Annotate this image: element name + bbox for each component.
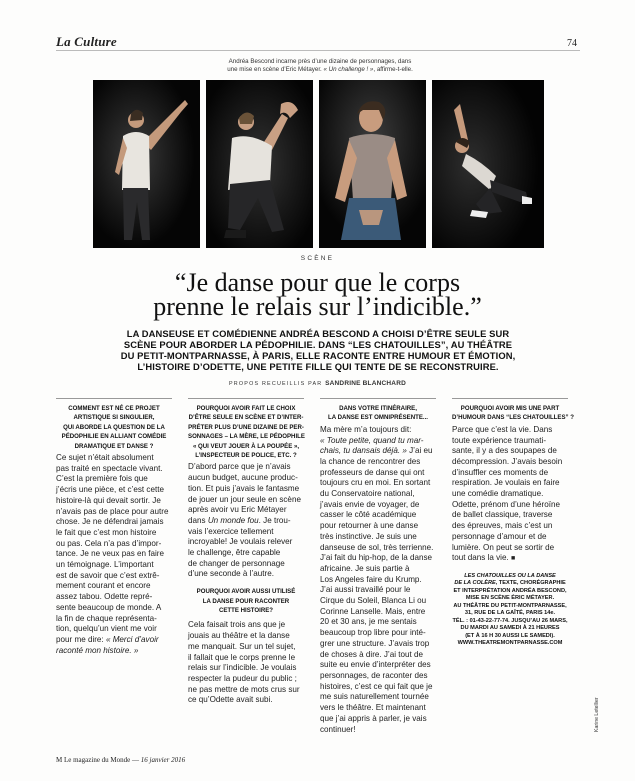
- footer: M Le magazine du Monde — 16 janvier 2016: [56, 756, 186, 764]
- section-label: SCÈNE: [300, 255, 335, 262]
- caption-line-1: Andréa Bescond incarne près d’une dizaine de personnages, dans: [228, 58, 412, 65]
- photo-caption: [160, 58, 480, 74]
- end-mark-icon: ■: [510, 555, 516, 563]
- section-logo: La Culture: [56, 34, 117, 49]
- column-2: [188, 398, 304, 706]
- interview-question: POURQUOI AVOIR MIS UNE PART D’HUMOUR DANS “LES CHATOUILLES” ?: [452, 405, 574, 422]
- interview-answer: Cela faisait trois ans que je jouais au théâtre et la danse me manquait. Sur un tel sujet, il fallait que le corps prenne le relais sur l’indicible. Je voulais respecter la pudeur du public ; ne pas mettre de mots crus sur ce qu’Odette avait subi.: [188, 620, 300, 705]
- interview-question: DANS VOTRE ITINÉRAIRE, LA DANSE EST OMNIPRÉSENTE...: [328, 405, 428, 422]
- interview-answer: Ce sujet n’était absolument pas traité en spectacle vivant. C’est la première fois que j’écris une pièce, et c’est cette histoire-là qui devait sortir. Je n’avais pas de place pour autre chose. Je ne défendrai jamais le fait que c’est mon histoire ou pas. Cela n’a pas d’impor- tance. Je ne veux pas en faire un témoignage. L’important est de savoir que c’est extrê- mement courant et encore assez tabou. Odette repré- sente beaucoup de monde. A la fin de chaque représenta- tion, quelqu’un vient me voir pour me dire: « Merci d’avoir raconté mon histoire. »: [56, 453, 169, 655]
- photo-dancer-bending: [206, 80, 313, 248]
- interview-question: COMMENT EST NÉ CE PROJET ARTISTIQUE SI SINGULIER, QUI ABORDE LA QUESTION DE LA PÉDOPHILIE EN ALLIANT COMÉDIE DRAMATIQUE ET DANSE ?: [61, 405, 167, 450]
- headline-line-1: “Je danse pour que le corps: [174, 268, 461, 297]
- column-3: [320, 398, 436, 735]
- headline: [90, 268, 545, 321]
- interview-question: POURQUOI AVOIR FAIT LE CHOIX D’ÊTRE SEULE EN SCÈNE ET D’INTER- PRÉTER PLUS D’UNE DIZAINE DE PER- SONNAGES – LA MÈRE, LE PÉDOPHILE « QUI VEUT JOUER À LA POUPÉE », L’INSPECTEUR DE POLICE, ETC. ?: [188, 405, 305, 460]
- standfirst-line: SCÈNE POUR ABORDER LA PÉDOPHILIE. DANS “LES CHATOUILLES”, AU THÉÂTRE: [123, 339, 513, 350]
- photo-dancer-arm-raised: [93, 80, 200, 248]
- interview-answer: D’abord parce que je n’avais aucun budget, aucune produc- tion. Et puis j’avais le fantasme de jouer un jour seule en scène après avoir vu Eric Métayer dans Un monde fou. Je trou- vais l’exercice tellement incroyable! Je voulais relever le challenge, être capable de changer de personnage d’une seconde à l’autre.: [188, 462, 301, 579]
- photo-credit: Karine Letellier: [594, 697, 600, 732]
- header-rule: [56, 50, 580, 51]
- photo-strip: [93, 80, 544, 248]
- standfirst: [110, 328, 526, 372]
- author-name: SANDRINE BLANCHARD: [325, 380, 406, 387]
- theatre-url: WWW.THEATREMONTPARNASSE.COM: [457, 640, 563, 647]
- interview-question: POURQUOI AVOIR AUSSI UTILISÉ LA DANSE POUR RACONTER CETTE HISTOIRE?: [196, 588, 296, 614]
- standfirst-line: L’HISTOIRE D’ODETTE, UNE PETITE FILLE QUI TENTE DE SE RECONSTRUIRE.: [137, 361, 499, 372]
- column-1: [56, 398, 172, 656]
- interview-answer: Ma mère m’a toujours dit: « Toute petite, quand tu mar- chais, tu dansais déjà. » J’ai eu la chance de rencontrer des professeurs de danse qui ont toujours cru en moi. En sortant du Conservatoire national, j’avais envie de voyager, de casser le côté académique pour retourner à une danse très instinctive. Je suis une danseuse de sol, très terrienne. J’ai fait du hip-hop, de la danse africaine. Je suis partie à Los Angeles faire du Krump. J’ai aussi travaillé pour le Cirque du Soleil, Blanca Li ou Corinne Lanselle. Mais, entre 20 et 30 ans, je me sentais beaucoup trop libre pour inté- grer une structure. J’avais trop de choses à dire. J’ai tout de suite eu envie d’interpréter des personnages, de raconter des histoires, c’est ce qui fait que je me suis naturellement tournée vers le théâtre. Et maintenant que j’ai appris à parler, je vais continuer!: [320, 424, 434, 734]
- photo-dancer-crouching: [319, 80, 426, 248]
- headline-line-2: prenne le relais sur l’indicible.”: [153, 292, 482, 321]
- byline: PROPOS RECUEILLIS PAR SANDRINE BLANCHARD: [229, 380, 406, 387]
- standfirst-line: DU PETIT-MONTPARNASSE, À PARIS, ELLE RACONTE ENTRE HUMOUR ET ÉMOTION,: [120, 350, 516, 361]
- page-number: 74: [567, 38, 577, 49]
- column-4: [452, 398, 574, 648]
- interview-answer: Parce que c’est la vie. Dans toute expérience traumati- sante, il y a des soupapes de décompression. J’avais besoin d’insuffler ces moments de respiration. Je voulais en faire une comédie dramatique. Odette, prénom d’une héroïne de ballet classique, traverse des épreuves, mais c’est un personnage d’amour et de lumière. On peut se sortir de tout dans la vie. ■: [452, 424, 563, 563]
- caption-line-2: une mise en scène d’Eric Métayer. « Un challenge ! », affirme-t-elle.: [227, 66, 413, 73]
- photo-dancer-floor-pose: [432, 80, 544, 248]
- show-info: LES CHATOUILLES OU LA DANSE DE LA COLÈRE, TEXTE, CHORÉGRAPHIE ET INTERPRÉTATION ANDRÉA BESCOND, MISE EN SCÈNE ÉRIC MÉTAYER. AU THÉÂTRE DU PETIT-MONTPARNASSE, 31, RUE DE LA GAÎTÉ, PARIS 14e. TÉL. : 01-43-22-77-74. JUSQU’AU 26 MARS, DU MARDI AU SAMEDI À 21 HEURES (ET À 16 H 30 AUSSI LE SAMEDI). WWW.THEATREMONTPARNASSE.COM: [452, 572, 568, 647]
- standfirst-line: LA DANSEUSE ET COMÉDIENNE ANDRÉA BESCOND A CHOISI D’ÊTRE SEULE SUR: [126, 328, 510, 339]
